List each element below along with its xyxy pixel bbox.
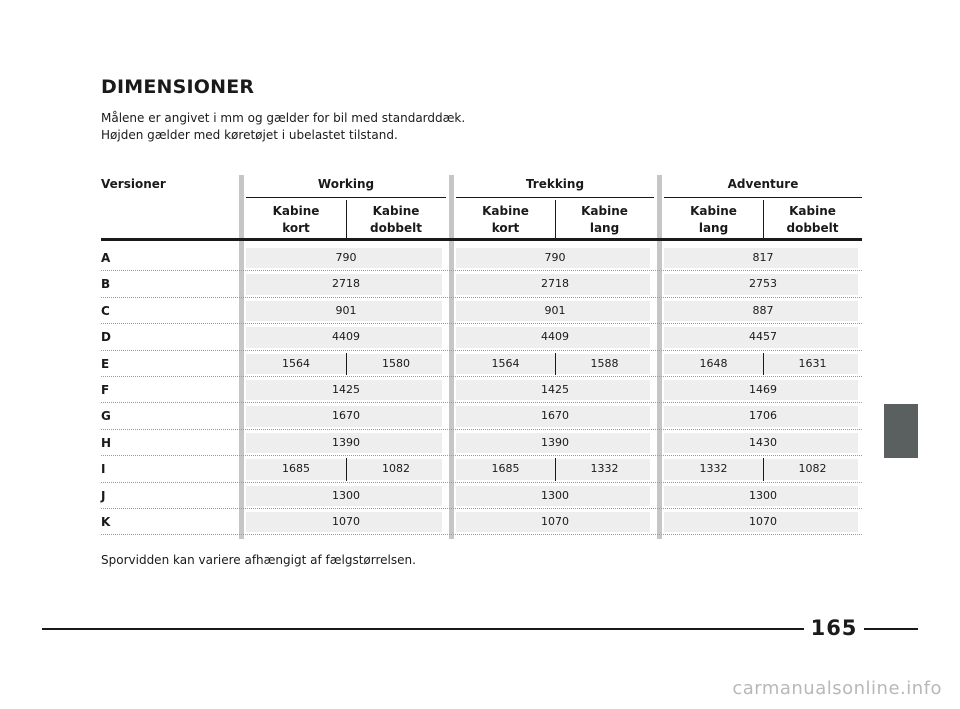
subheader-separator <box>555 200 556 238</box>
subheader-line1: Kabine <box>372 204 420 218</box>
table-cell: 817 <box>752 251 774 264</box>
subheader-line2: kort <box>491 221 520 235</box>
cell-separator <box>763 458 764 480</box>
footnote: Sporvidden kan variere afhængigt af fælgstørrelsen. <box>101 553 416 567</box>
table-cell: 887 <box>752 303 774 317</box>
cell-separator <box>555 458 556 480</box>
subheader-line2: kort <box>282 221 310 235</box>
cell-separator <box>346 353 347 375</box>
group-header: Adventure <box>727 177 799 191</box>
group-header: Trekking <box>525 177 585 191</box>
row-label: A <box>101 251 111 265</box>
table-cell: 1332 <box>699 462 728 476</box>
table-cell: 1670 <box>541 409 569 423</box>
row-label: H <box>101 435 112 450</box>
row-label: J <box>101 488 106 503</box>
table-cell: 1648 <box>699 356 728 370</box>
column-divider-bar <box>449 175 454 539</box>
subheader-line1: Kabine <box>272 204 320 218</box>
table-cell: 1425 <box>541 383 569 396</box>
table-cell: 1082 <box>382 462 410 476</box>
table-cell: 1425 <box>332 383 360 396</box>
table-cell: 1332 <box>590 462 619 476</box>
table-cell: 2718 <box>332 277 360 291</box>
table-cell: 1300 <box>541 488 569 502</box>
group-header-rule <box>664 197 862 198</box>
table-cell: 790 <box>544 251 566 264</box>
cell-separator <box>346 458 347 480</box>
subheader-line1: Kabine <box>482 204 529 218</box>
watermark: carmanualsonline.info <box>732 678 942 699</box>
column-divider-bar <box>239 175 244 539</box>
table-cell: 1390 <box>332 435 360 449</box>
table-cell: 1070 <box>541 515 569 528</box>
table-cell: 4457 <box>749 330 777 344</box>
table-cell: 2753 <box>749 277 777 291</box>
page-number: 165 <box>810 616 858 640</box>
table-cell: 901 <box>544 303 566 317</box>
table-cell: 1564 <box>491 356 520 370</box>
subheader-line2: dobbelt <box>369 221 422 235</box>
subheader-separator <box>346 200 347 238</box>
table-cell: 4409 <box>541 330 569 344</box>
group-header-rule <box>456 197 654 198</box>
intro-line-1: Målene er angivet i mm og gælder for bil med standarddæk. <box>101 111 466 125</box>
column-divider-bar <box>657 175 662 539</box>
subheader-line2: lang <box>589 221 620 235</box>
table-cell: 2718 <box>541 277 569 291</box>
subheader-separator <box>763 200 764 238</box>
subheader-line1: Kabine <box>581 204 628 218</box>
row-label: G <box>101 409 111 424</box>
page-rule-left <box>42 628 804 630</box>
table-cell: 1564 <box>282 356 310 370</box>
cell-separator <box>555 353 556 375</box>
row-label: I <box>101 462 106 477</box>
table-cell: 4409 <box>332 330 360 344</box>
row-label: E <box>101 356 110 371</box>
table-cell: 1430 <box>749 435 777 449</box>
table-cell: 1300 <box>332 488 360 502</box>
table-cell: 1685 <box>491 462 520 476</box>
page-rule-right <box>864 628 918 630</box>
row-label: C <box>101 303 110 318</box>
subheader-line2: lang <box>698 221 729 235</box>
table-cell: 1706 <box>749 409 777 423</box>
page-title: DIMENSIONER <box>101 76 255 98</box>
table-cell: 790 <box>335 251 357 264</box>
versions-header: Versioner <box>101 177 166 191</box>
table-cell: 1631 <box>798 356 827 370</box>
table-cell: 1070 <box>749 515 777 528</box>
table-cell: 1390 <box>541 435 569 449</box>
table-cell: 1082 <box>798 462 827 476</box>
row-label: D <box>101 330 111 345</box>
table-cell: 901 <box>335 303 357 317</box>
chapter-tab-marker <box>884 404 918 458</box>
row-label: F <box>101 383 110 397</box>
subheader-line1: Kabine <box>690 204 737 218</box>
table-cell: 1300 <box>749 488 777 502</box>
table-cell: 1580 <box>382 356 410 370</box>
table-cell: 1469 <box>749 383 777 396</box>
table-cell: 1670 <box>332 409 360 423</box>
table-cell: 1588 <box>590 356 619 370</box>
group-header: Working <box>317 177 375 191</box>
table-cell: 1070 <box>332 515 360 528</box>
group-header-rule <box>246 197 446 198</box>
row-label: K <box>101 515 111 529</box>
intro-line-2: Højden gælder med køretøjet i ubelastet tilstand. <box>101 128 398 142</box>
header-bottom-rule <box>101 238 862 241</box>
subheader-line1: Kabine <box>789 204 836 218</box>
table-cell: 1685 <box>282 462 310 476</box>
subheader-line2: dobbelt <box>786 221 839 235</box>
row-label: B <box>101 277 111 292</box>
cell-separator <box>763 353 764 375</box>
